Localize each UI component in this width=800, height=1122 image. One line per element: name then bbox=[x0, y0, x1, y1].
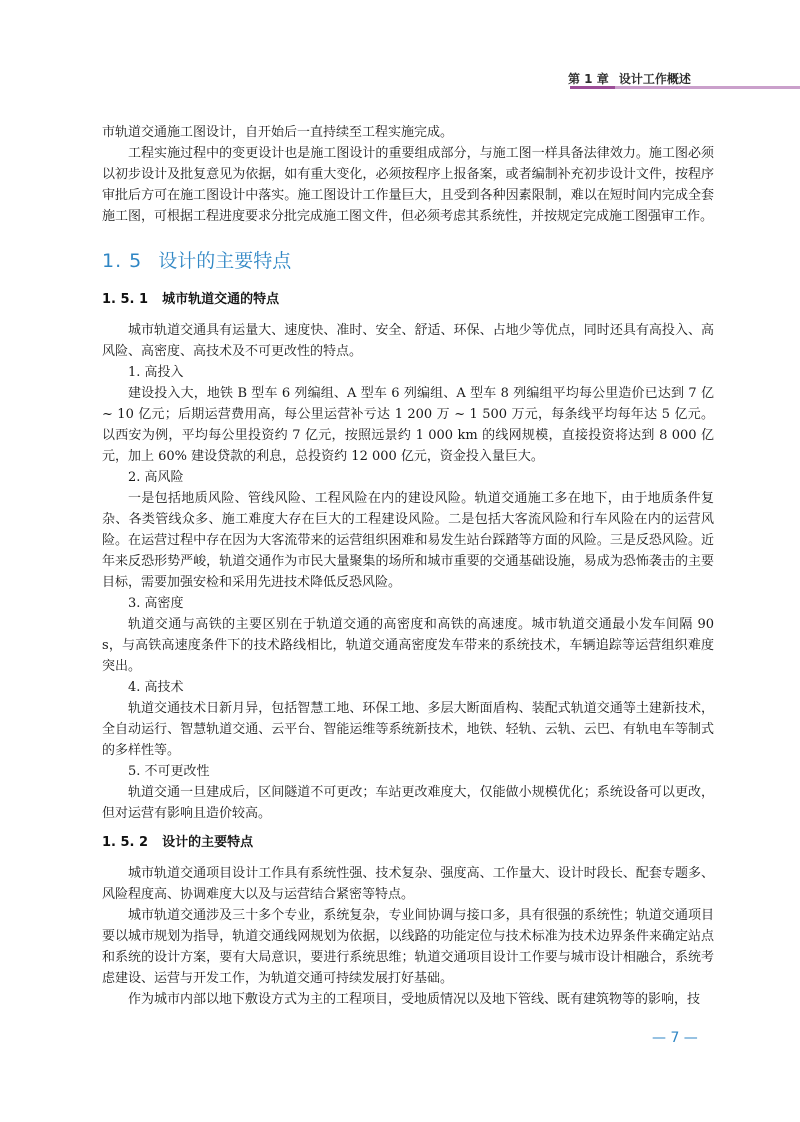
paragraph: 一是包括地质风险、管线风险、工程风险在内的建设风险。轨道交通施工多在地下，由于地质条件复杂、各类管线众多、施工难度大存在巨大的工程建设风险。二是包括大客流风险和行车风险在内的运营风险。在运营过程中存在因为大客流带来的运营组织困难和易发生站台踩踏等方面的风险。三是反恐风险。近年来反恐形势严峻，轨道交通作为市民大量聚集的场所和城市重要的交通基础设施，易成为恐怖袭击的主要目标，需要加强安检和采用先进技术降低反恐风险。 bbox=[102, 491, 714, 590]
subsection-heading bbox=[102, 289, 714, 310]
chapter-label: 第 1 章 bbox=[568, 72, 609, 86]
subsection-number: 1. 5. 1 bbox=[102, 292, 149, 307]
paragraph: 城市轨道交通项目设计工作具有系统性强、技术复杂、强度高、工作量大、设计时段长、配套专题多、风险程度高、协调难度大以及与运营结合紧密等特点。 bbox=[102, 866, 714, 902]
section-number: 1. 5 bbox=[102, 250, 143, 272]
paragraph: 城市轨道交通具有运量大、速度快、准时、安全、舒适、环保、占地少等优点，同时还具有高投入、高风险、高密度、高技术及不可更改性的特点。 bbox=[102, 323, 714, 359]
list-item-heading: 1. 高投入 bbox=[128, 365, 184, 380]
subsection-title: 城市轨道交通的特点 bbox=[162, 292, 280, 307]
paragraph: 城市轨道交通涉及三十多个专业，系统复杂，专业间协调与接口多，具有很强的系统性；轨道交通项目要以城市规划为指导，轨道交通线网规划为依据，以线路的功能定位与技术标准为技术边界条件来确定站点和系统的设计方案，要有大局意识，要进行系统思维；轨道交通项目设计工作要与城市设计相融合，系统考虑建设、运营与开发工作，为轨道交通可持续发展打好基础。 bbox=[102, 908, 714, 986]
paragraph: 轨道交通一旦建成后，区间隧道不可更改；车站更改难度大，仅能做小规模优化；系统设备可以更改，但对运营有影响且造价较高。 bbox=[102, 785, 714, 821]
list-item-heading: 3. 高密度 bbox=[128, 596, 184, 611]
paragraph: 作为城市内部以地下敷设方式为主的工程项目，受地质情况以及地下管线、既有建筑物等的影响，技 bbox=[128, 992, 701, 1007]
section-title: 设计的主要特点 bbox=[158, 250, 292, 272]
paragraph: 建设投入大，地铁 B 型车 6 列编组、A 型车 6 列编组、A 型车 8 列编组平均每公里造价已达到 7 亿 ~ 10 亿元；后期运营费用高，每公里运营补亏达 1 200 万 ~ 1 500 万元，每条线平均每年达 5 亿元。以西安为例，平均每公里投资约 7 亿元，按照远景约 1 000 km 的线网规模，直接投资将达到 8 000 亿元，加上 60% 建设贷款的利息，总投资约 12 000 亿元，资金投入量巨大。 bbox=[102, 386, 714, 464]
subsection-number: 1. 5. 2 bbox=[102, 835, 149, 850]
subsection-heading bbox=[102, 832, 714, 853]
paragraph-continued: 市轨道交通施工图设计，自开始后一直持续至工程实施完成。 bbox=[102, 125, 454, 140]
header-rule-accent bbox=[570, 86, 615, 89]
paragraph: 轨道交通技术日新月异，包括智慧工地、环保工地、多层大断面盾构、装配式轨道交通等土建新技术，全自动运行、智慧轨道交通、云平台、智能运维等系统新技术，地铁、轻轨、云轨、云巴、有轨电车等制式的多样性等。 bbox=[102, 701, 714, 758]
list-item-heading: 5. 不可更改性 bbox=[128, 764, 210, 779]
list-item-heading: 4. 高技术 bbox=[128, 680, 184, 695]
paragraph: 轨道交通与高铁的主要区别在于轨道交通的高密度和高铁的高速度。城市轨道交通最小发车间隔 90 s，与高铁高速度条件下的技术路线相比，轨道交通高密度发车带来的系统技术，车辆追踪等运营组织难度突出。 bbox=[102, 617, 714, 674]
header-rule bbox=[615, 86, 800, 89]
chapter-title: 设计工作概述 bbox=[618, 72, 691, 86]
page-body bbox=[102, 122, 714, 1010]
running-header bbox=[568, 70, 691, 87]
list-item-heading: 2. 高风险 bbox=[128, 470, 184, 485]
section-heading bbox=[102, 249, 714, 273]
page-number: — 7 — bbox=[652, 1030, 698, 1046]
paragraph: 工程实施过程中的变更设计也是施工图设计的重要组成部分，与施工图一样具备法律效力。施工图必须以初步设计及批复意见为依据，如有重大变化，必须按程序上报备案，或者编制补充初步设计文件，按程序审批后方可在施工图设计中落实。施工图设计工作量巨大，且受到各种因素限制，难以在短时间内完成全套施工图，可根据工程进度要求分批完成施工图文件，但必须考虑其系统性，并按规定完成施工图强审工作。 bbox=[102, 146, 714, 224]
subsection-title: 设计的主要特点 bbox=[162, 835, 254, 850]
